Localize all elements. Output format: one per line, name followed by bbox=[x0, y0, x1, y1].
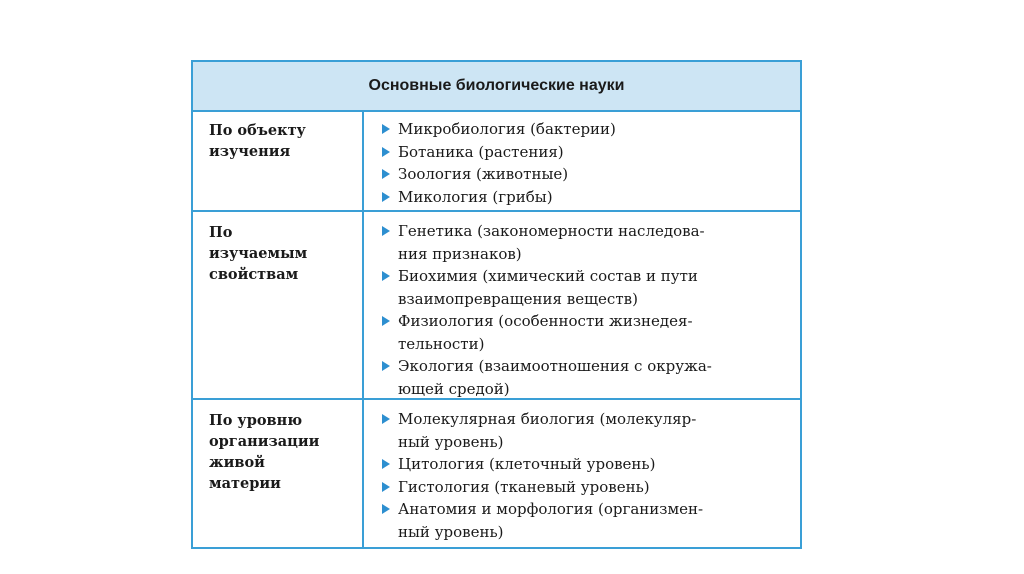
item-text: Физиология (особенности жизнедея- bbox=[398, 312, 693, 330]
item-text: Микология (грибы) bbox=[398, 187, 553, 206]
list-item bbox=[381, 186, 790, 209]
list-item bbox=[381, 498, 790, 543]
column-divider bbox=[362, 400, 364, 549]
column-divider bbox=[362, 212, 364, 398]
list-item bbox=[381, 141, 790, 164]
triangle-bullet-icon bbox=[382, 169, 390, 179]
category-line: изучаемым bbox=[209, 245, 308, 262]
list-item bbox=[381, 355, 790, 400]
item-text: Биохимия (химический состав и пути bbox=[398, 267, 698, 285]
list-item bbox=[381, 220, 790, 265]
triangle-bullet-icon bbox=[382, 361, 390, 371]
category-line: изучения bbox=[209, 143, 291, 160]
table-title: Основные биологические науки bbox=[193, 62, 800, 112]
category-line: По bbox=[209, 224, 233, 241]
triangle-bullet-icon bbox=[382, 226, 390, 236]
biology-sciences-table bbox=[191, 60, 802, 549]
list-item bbox=[381, 408, 790, 453]
category-line: По уровню bbox=[209, 412, 303, 429]
category-label bbox=[209, 222, 359, 285]
item-text: взаимопревращения веществ) bbox=[398, 289, 638, 308]
triangle-bullet-icon bbox=[382, 482, 390, 492]
list-item bbox=[381, 453, 790, 476]
triangle-bullet-icon bbox=[382, 124, 390, 134]
list-item bbox=[381, 310, 790, 355]
item-text: ющей средой) bbox=[398, 379, 510, 398]
table-row bbox=[193, 110, 800, 212]
science-list bbox=[381, 220, 790, 400]
item-text: Анатомия и морфология (организмен- bbox=[398, 500, 704, 518]
category-line: свойствам bbox=[209, 266, 299, 283]
science-list bbox=[381, 408, 790, 543]
list-item bbox=[381, 163, 790, 186]
category-line: материи bbox=[209, 475, 281, 492]
category-line: живой bbox=[209, 454, 265, 471]
triangle-bullet-icon bbox=[382, 414, 390, 424]
item-text: Экология (взаимоотношения с окружа- bbox=[398, 357, 712, 375]
item-text: ный уровень) bbox=[398, 432, 504, 451]
triangle-bullet-icon bbox=[382, 316, 390, 326]
item-text: ный уровень) bbox=[398, 522, 504, 541]
category-label bbox=[209, 410, 359, 494]
triangle-bullet-icon bbox=[382, 192, 390, 202]
item-text: Генетика (закономерности наследова- bbox=[398, 222, 705, 240]
triangle-bullet-icon bbox=[382, 504, 390, 514]
science-list bbox=[381, 118, 790, 208]
item-text: Цитология (клеточный уровень) bbox=[398, 455, 656, 473]
list-item bbox=[381, 476, 790, 499]
triangle-bullet-icon bbox=[382, 147, 390, 157]
triangle-bullet-icon bbox=[382, 271, 390, 281]
category-line: По объекту bbox=[209, 122, 306, 139]
category-label bbox=[209, 120, 359, 162]
item-text: Ботаника (растения) bbox=[398, 142, 564, 161]
item-text: Зоология (животные) bbox=[398, 165, 569, 183]
item-text: тельности) bbox=[398, 334, 485, 353]
item-text: ния признаков) bbox=[398, 244, 522, 263]
table-row bbox=[193, 212, 800, 400]
column-divider bbox=[362, 110, 364, 210]
table-row bbox=[193, 400, 800, 549]
list-item bbox=[381, 118, 790, 141]
list-item bbox=[381, 265, 790, 310]
item-text: Молекулярная биология (молекуляр- bbox=[398, 410, 697, 428]
item-text: Гистология (тканевый уровень) bbox=[398, 477, 650, 496]
item-text: Микробиология (бактерии) bbox=[398, 120, 616, 138]
triangle-bullet-icon bbox=[382, 459, 390, 469]
category-line: организации bbox=[209, 433, 320, 450]
